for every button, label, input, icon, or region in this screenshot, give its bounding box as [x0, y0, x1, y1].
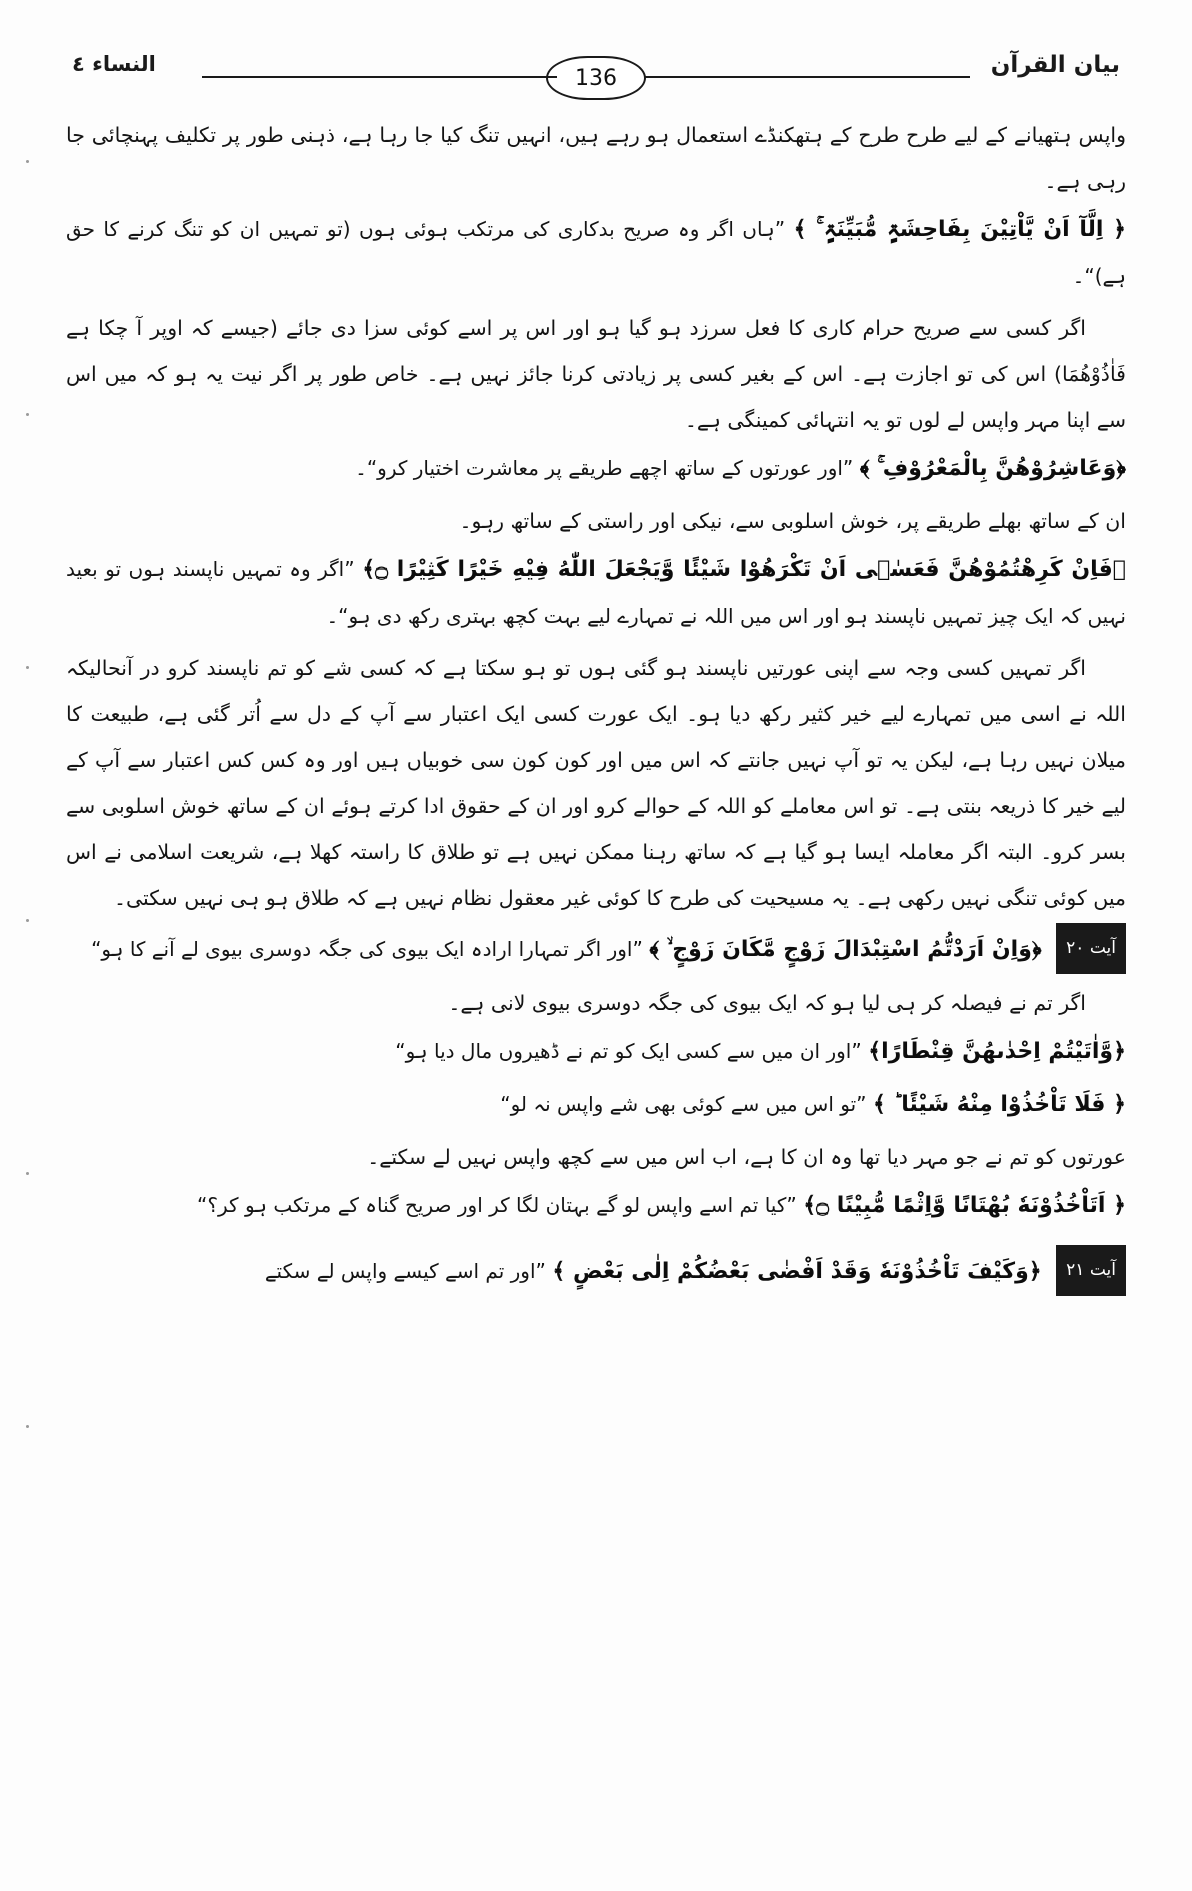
- ayah-badge: آیت ٢٠: [1056, 923, 1126, 974]
- quote-block: [66, 1245, 1126, 1296]
- paragraph: اگر کسی سے صریح حرام کاری کا فعل سرزد ہو گیا ہو اور اس پر اسے کوئی سزا دی جائے (جیسے کہ اوپر آ چکا ہے فَاٰذُوْهُمَا) اس کی تو اجازت ہے۔ اس کے بغیر کسی پر زیادتی کرنا جائز نہیں ہے۔ خاص طور پر اگر نیت یہ ہو کہ میں اس سے اپنا مہر واپس لے لوں تو یہ انتہائی کمینگی ہے۔: [66, 316, 1126, 432]
- urdu-gloss: ”اور تم اسے کیسے واپس لے سکتے: [264, 1259, 546, 1283]
- paragraph: اگر تم نے فیصلہ کر ہی لیا ہو کہ ایک بیوی کی جگہ دوسری بیوی لانی ہے۔: [448, 991, 1086, 1015]
- urdu-gloss: ”ہاں اگر وہ صریح بدکاری کی مرتکب ہوئی ہوں (تو تمہیں ان کو تنگ کرنے کا حق ہے)“۔: [66, 217, 1126, 288]
- quote-line: [66, 1182, 1126, 1229]
- ayah-badge: آیت ٢١: [1056, 1245, 1126, 1296]
- arabic-text: ﴿ اَتَاْخُذُوْنَهٗ بُهْتَانًا وَّاِثْمًا مُّبِیْنًا ۝﴾: [803, 1193, 1126, 1218]
- quote-block: [66, 445, 1126, 492]
- urdu-gloss: ”کیا تم اسے واپس لو گے بہتان لگا کر اور صریح گناہ کے مرتکب ہو کر؟“: [197, 1193, 797, 1217]
- arabic-text: ﴿وَكَیْفَ تَاْخُذُوْنَهٗ وَقَدْ اَفْضٰى بَعْضُكُمْ اِلٰى بَعْضٍ ﴾: [552, 1259, 1042, 1284]
- quote-line: [66, 1028, 1126, 1075]
- quote-line: [66, 923, 1126, 974]
- quote-line: [66, 546, 1126, 639]
- quote-block: [66, 1081, 1126, 1128]
- page-header: [72, 48, 1120, 102]
- header-rule-left: [202, 76, 557, 78]
- quote-block: [66, 1028, 1126, 1075]
- quote-line: [66, 445, 1126, 492]
- paragraph: اگر تمہیں کسی وجہ سے اپنی عورتیں ناپسند ہو گئی ہوں تو ہو سکتا ہے کہ کسی شے کو تم ناپسند کرو در آنحالیکہ اللہ نے اسی میں تمہارے لیے خیر کثیر رکھ دیا ہو۔ ایک عورت کسی ایک اعتبار سے آپ کے دل سے اُتر گئی ہے، طبیعت کا میلان نہیں رہا ہے، لیکن یہ تو آپ نہیں جانتے کہ اس میں اور کون کون سی خوبیاں ہیں اور وہ کس کس اعتبار سے آپ کے لیے خیر کا ذریعہ بنتی ہے۔ تو اس معاملے کو اللہ کے حوالے کرو اور ان کے حقوق ادا کرتے ہوئے ان کے ساتھ خوش اسلوبی سے بسر کرو۔ البتہ اگر معاملہ ایسا ہو گیا ہے کہ ساتھ رہنا ممکن نہیں ہے تو طلاق کا راستہ کھلا ہے، شریعت اسلامی نے اس میں کوئی تنگی نہیں رکھی ہے۔ یہ مسیحیت کی طرح کا کوئی غیر معقول نظام نہیں ہے کہ طلاق ہو ہی نہیں سکتی۔: [66, 656, 1126, 910]
- quote-block: [66, 1182, 1126, 1229]
- urdu-gloss: ”اور اگر تمہارا ارادہ ایک بیوی کی جگہ دوسری بیوی لے آنے کا ہو“: [91, 937, 643, 961]
- urdu-gloss: ”اور ان میں سے کسی ایک کو تم نے ڈھیروں مال دیا ہو“: [395, 1039, 862, 1063]
- page-content: [66, 112, 1126, 1851]
- arabic-text: ﴿وَاِنْ اَرَدْتُّمُ اسْتِبْدَالَ زَوْجٍ مَّكَانَ زَوْجٍ ۙ ﴾: [649, 937, 1042, 962]
- arabic-text: ﴿وَّاٰتَیْتُمْ اِحْدٰىهُنَّ قِنْطَارًا﴾: [868, 1039, 1126, 1064]
- urdu-gloss: ”اگر وہ تمہیں ناپسند ہوں تو بعید نہیں کہ ایک چیز تمہیں ناپسند ہو اور اس میں اللہ نے تمہارے لیے بہت کچھ بہتری رکھ دی ہو“۔: [66, 557, 1126, 628]
- paragraph: ان کے ساتھ بھلے طریقے پر، خوش اسلوبی سے، نیکی اور راستی کے ساتھ رہو۔: [459, 509, 1126, 533]
- arabic-text: ﴿ اِلَّآ اَنْ یَّاْتِیْنَ بِفَاحِشَۃٍ مُّبَیِّنَۃٍ ۚ ﴾: [793, 217, 1126, 242]
- arabic-text: ﴿وَعَاشِرُوْهُنَّ بِالْمَعْرُوْفِ ۚ ﴾: [859, 456, 1126, 481]
- quote-block: [66, 923, 1126, 974]
- book-title: بيان القرآن: [990, 52, 1120, 78]
- arabic-text: ﴿فَاِنْ كَرِهْتُمُوْهُنَّ فَعَسٰۤى اَنْ تَكْرَهُوْا شَیْئًا وَّیَجْعَلَ اللّٰهُ فِیْهِ خَیْرًا كَثِیْرًا ۝﴾: [362, 557, 1126, 582]
- quote-line: [66, 1245, 1126, 1296]
- surah-label: النساء ٤: [72, 52, 156, 76]
- header-rule-right: [615, 76, 970, 78]
- paragraph: واپس ہتھیانے کے لیے طرح طرح کے ہتھکنڈے استعمال ہو رہے ہیں، انہیں تنگ کیا جا رہا ہے، ذہنی طور پر تکلیف پہنچائی جا رہی ہے۔: [66, 123, 1126, 193]
- quote-block: [66, 546, 1126, 639]
- quote-line: [66, 1081, 1126, 1128]
- margin-dots: [26, 160, 32, 1660]
- quote-block: [66, 206, 1126, 299]
- urdu-gloss: ”اور عورتوں کے ساتھ اچھے طریقے پر معاشرت اختیار کرو“۔: [355, 456, 854, 480]
- urdu-gloss: ”تو اس میں سے کوئی بھی شے واپس نہ لو“: [500, 1092, 867, 1116]
- arabic-text: ﴿ فَلَا تَاْخُذُوْا مِنْهُ شَیْئًا ؕ ﴾: [873, 1092, 1126, 1117]
- paragraph: عورتوں کو تم نے جو مہر دیا تھا وہ ان کا ہے، اب اس میں سے کچھ واپس نہیں لے سکتے۔: [367, 1145, 1126, 1169]
- quote-line: [66, 206, 1126, 299]
- page-number: 136: [546, 56, 646, 100]
